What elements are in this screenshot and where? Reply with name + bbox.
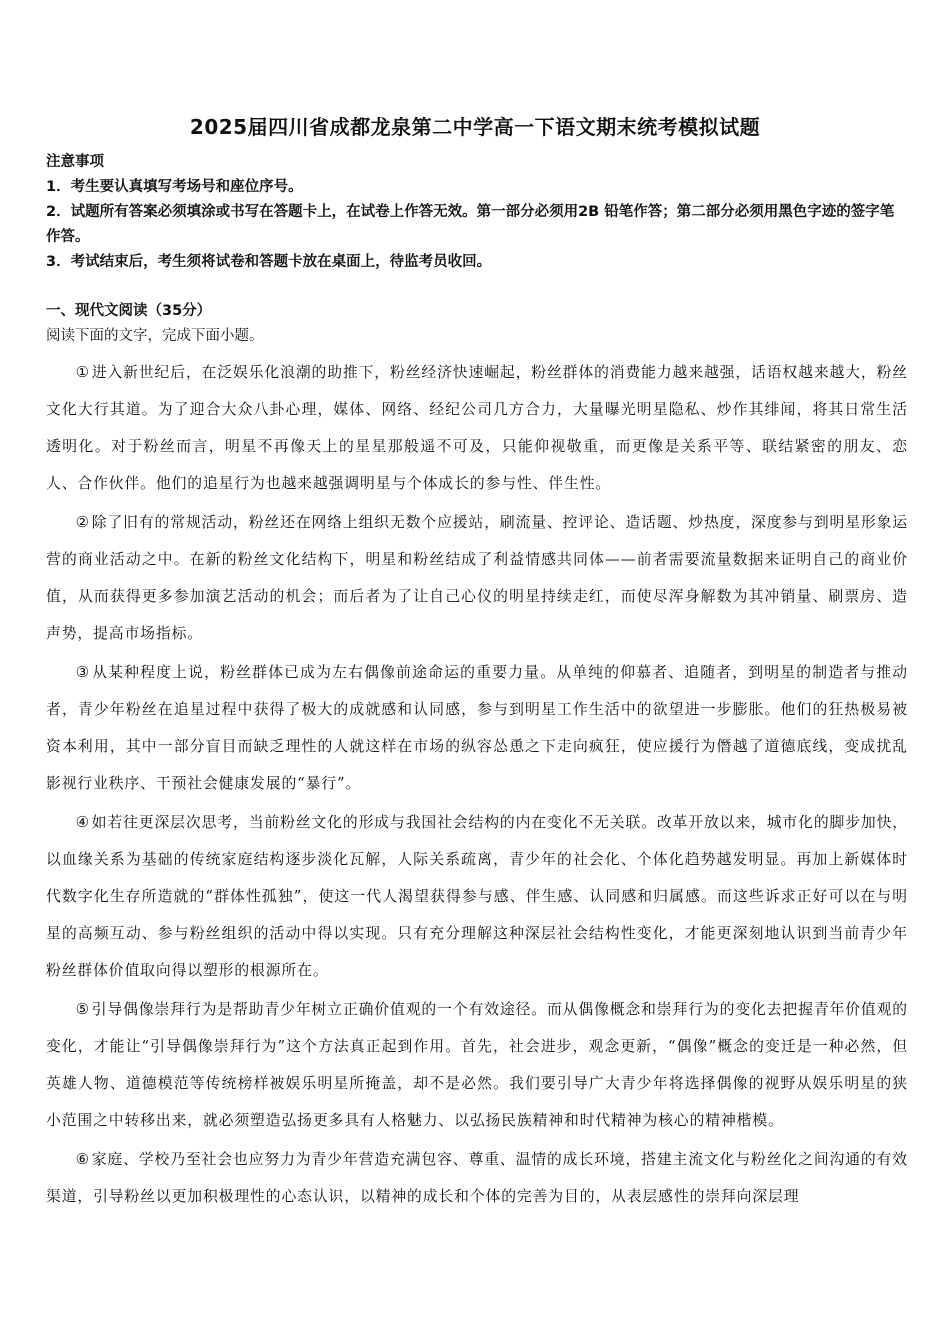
passage-paragraph [46,354,908,502]
notice-item: 2．试题所有答案必须填涂或书写在答题卡上，在试卷上作答无效。第一部分必须用2B 铅笔作答；第二部分必须用黑色字迹的签字笔作答。 [46,204,895,245]
paragraph-number: ⑥ [75,1151,90,1168]
section-heading: 一、现代文阅读（35分） [46,303,212,319]
passage-paragraph [46,1141,908,1215]
paragraph-number: ③ [75,664,91,681]
document-title: 2025届四川省成都龙泉第二中学高一下语文期末统考模拟试题 [189,115,761,139]
paragraph-text: 家庭、学校乃至社会也应努力为青少年营造充满包容、尊重、温情的成长环境，搭建主流文化与粉丝化之间沟通的有效渠道，引导粉丝以更加积极理性的心态认识，以精神的成长和个体的完善为目的，从表层感性的崇拜向深层理 [46,1151,909,1205]
paragraph-text: 除了旧有的常规活动，粉丝还在网络上组织无数个应援站，刷流量、控评论、造话题、炒热度，深度参与到明星形象运营的商业活动之中。在新的粉丝文化结构下，明星和粉丝结成了利益情感共同体——前者需要流量数据来证明自己的商业价值，从而获得更多参加演艺活动的机会；而后者为了让自己心仪的明星持续走红，而使尽浑身解数为其冲销量、刷票房、造声势，提高市场指标。 [46,514,909,642]
section-instruction: 阅读下面的文字，完成下面小题。 [46,328,264,344]
paragraph-text: 进入新世纪后，在泛娱乐化浪潮的助推下，粉丝经济快速崛起，粉丝群体的消费能力越来越强，话语权越来越大，粉丝文化大行其道。为了迎合大众八卦心理，媒体、网络、经纪公司几方合力，大量曝光明星隐私、炒作其绯闻，将其日常生活透明化。对于粉丝而言，明星不再像天上的星星那般遥不可及，只能仰视敬重，而更像是关系平等、联结紧密的朋友、恋人、合作伙伴。他们的追星行为也越来越强调明星与个体成长的参与性、伴生性。 [46,364,909,492]
paragraph-number: ① [75,364,90,381]
notice-heading: 注意事项 [46,154,104,170]
reading-passage [46,354,908,1217]
paragraph-number: ⑤ [75,1001,90,1018]
notice-item: 3．考试结束后，考生须将试卷和答题卡放在桌面上，待监考员收回。 [46,254,492,270]
passage-paragraph [46,804,908,989]
passage-paragraph [46,654,908,802]
paragraph-number: ② [75,514,90,531]
section-header [46,299,908,349]
paragraph-text: 如若往更深层次思考，当前粉丝文化的形成与我国社会结构的内在变化不无关联。改革开放以来，城市化的脚步加快，以血缘关系为基础的传统家庭结构逐步淡化瓦解，人际关系疏离，青少年的社会化、个体化趋势越发明显。再加上新媒体时代数字化生存所造就的“群体性孤独”，使这一代人渴望获得参与感、伴生感、认同感和归属感。而这些诉求正好可以在与明星的高频互动、参与粉丝组织的活动中得以实现。只有充分理解这种深层社会结构性变化，才能更深刻地认识到当前青少年粉丝群体价值取向得以塑形的根源所在。 [46,814,909,979]
paragraph-number: ④ [75,814,90,831]
passage-paragraph [46,504,908,652]
paragraph-text: 从某种程度上说，粉丝群体已成为左右偶像前途命运的重要力量。从单纯的仰慕者、追随者，到明星的制造者与推动者，青少年粉丝在追星过程中获得了极大的成就感和认同感，参与到明星工作生活中的欲望进一步膨胀。他们的狂热极易被资本利用，其中一部分盲目而缺乏理性的人就这样在市场的纵容怂恿之下走向疯狂，使应援行为僭越了道德底线，变成扰乱影视行业秩序、干预社会健康发展的“暴行”。 [46,664,909,792]
notice-item: 1．考生要认真填写考场号和座位序号。 [46,179,303,195]
passage-paragraph [46,991,908,1139]
notice-block [46,150,908,275]
paragraph-text: 引导偶像崇拜行为是帮助青少年树立正确价值观的一个有效途径。而从偶像概念和崇拜行为的变化去把握青年价值观的变化，才能让“引导偶像崇拜行为”这个方法真正起到作用。首先，社会进步，观念更新，“偶像”概念的变迁是一种必然，但英雄人物、道德模范等传统榜样被娱乐明星所掩盖，却不是必然。我们要引导广大青少年将选择偶像的视野从娱乐明星的狭小范围之中转移出来，就必须塑造弘扬更多具有人格魅力、以弘扬民族精神和时代精神为核心的精神楷模。 [46,1001,909,1129]
